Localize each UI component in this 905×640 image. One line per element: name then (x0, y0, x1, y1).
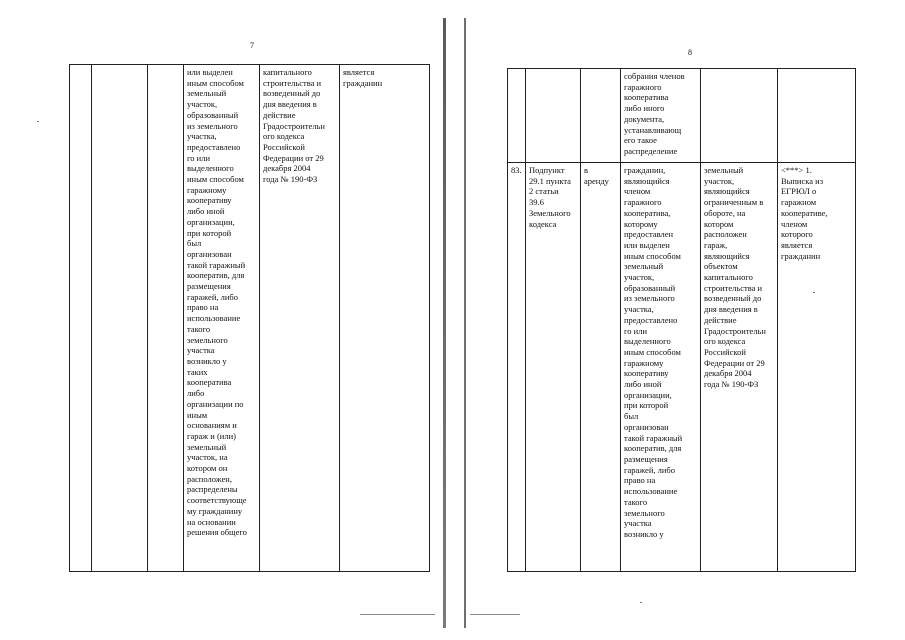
page-bottom-edge (360, 614, 435, 615)
scan-speck (640, 602, 642, 603)
empty-cell (778, 69, 856, 163)
row-number-cell: 83. (508, 163, 526, 572)
scan-speck (37, 121, 39, 122)
empty-cell (508, 69, 526, 163)
empty-cell (70, 65, 92, 572)
right-type-cell: в аренду (581, 163, 621, 572)
applicant-cell: или выделен иным способом земельный участок, образованный из земельного участка, предоставлено го или выделенного иным способом гаражному кооперативу либо иной организации, при которой был организован такой гаражный кооператив, для размещения гаражей, либо право на использование такого земельного участка возникло у таких кооператива либо организации по иным основаниям и гараж и (или) земельный участок, на котором он расположен, распределены соответствующе му гражданину на основании решения общего (184, 65, 260, 572)
right-page-table (507, 68, 856, 572)
empty-cell (701, 69, 778, 163)
documents-cell: <***> 1. Выписка из ЕГРЮЛ о гаражном кооперативе, членом которого является гражданин (778, 163, 856, 572)
empty-cell (92, 65, 148, 572)
empty-cell (148, 65, 184, 572)
applicant-cell: гражданин, являющийся членом гаражного кооператива, которому предоставлен или выделен иным способом земельный участок, образованный из земельного участка, предоставлено го или выделенного иным способом гаражному кооперативу либо иной организации, при которой был организован такой гаражный кооператив, для размещения гаражей, либо право на использование такого земельного участка возникло у (621, 163, 701, 572)
book-spine-shadow (443, 18, 446, 628)
applicant-cell-continued: собрания членов гаражного кооператива либо иного документа, устанавливающ его такое распределение (621, 69, 701, 163)
page-bottom-edge (470, 614, 520, 615)
table-row (508, 163, 856, 572)
legal-basis-cell: Подпункт 29.1 пункта 2 статьи 39.6 Земельного кодекса (526, 163, 581, 572)
book-spine-edge (464, 18, 466, 628)
empty-cell (581, 69, 621, 163)
plot-cell: земельный участок, являющийся ограниченным в обороте, на котором расположен гараж, являющийся объектом капитального строительства и возведенный до дня введения в действие Градостроительн ого кодекса Российской Федерации от 29 декабря 2004 года № 190-ФЗ (701, 163, 778, 572)
left-page-table (69, 64, 430, 572)
plot-cell: капитального строительства и возведенный до дня введения в действие Градостроительн ого кодекса Российской Федерации от 29 декабря 2004 года № 190-ФЗ (260, 65, 340, 572)
table-row (70, 65, 430, 572)
scan-speck (813, 292, 815, 293)
empty-cell (526, 69, 581, 163)
page-number-left: 7 (250, 41, 254, 50)
page-number-right: 8 (688, 48, 692, 57)
documents-cell: является гражданин (340, 65, 430, 572)
table-row (508, 69, 856, 163)
